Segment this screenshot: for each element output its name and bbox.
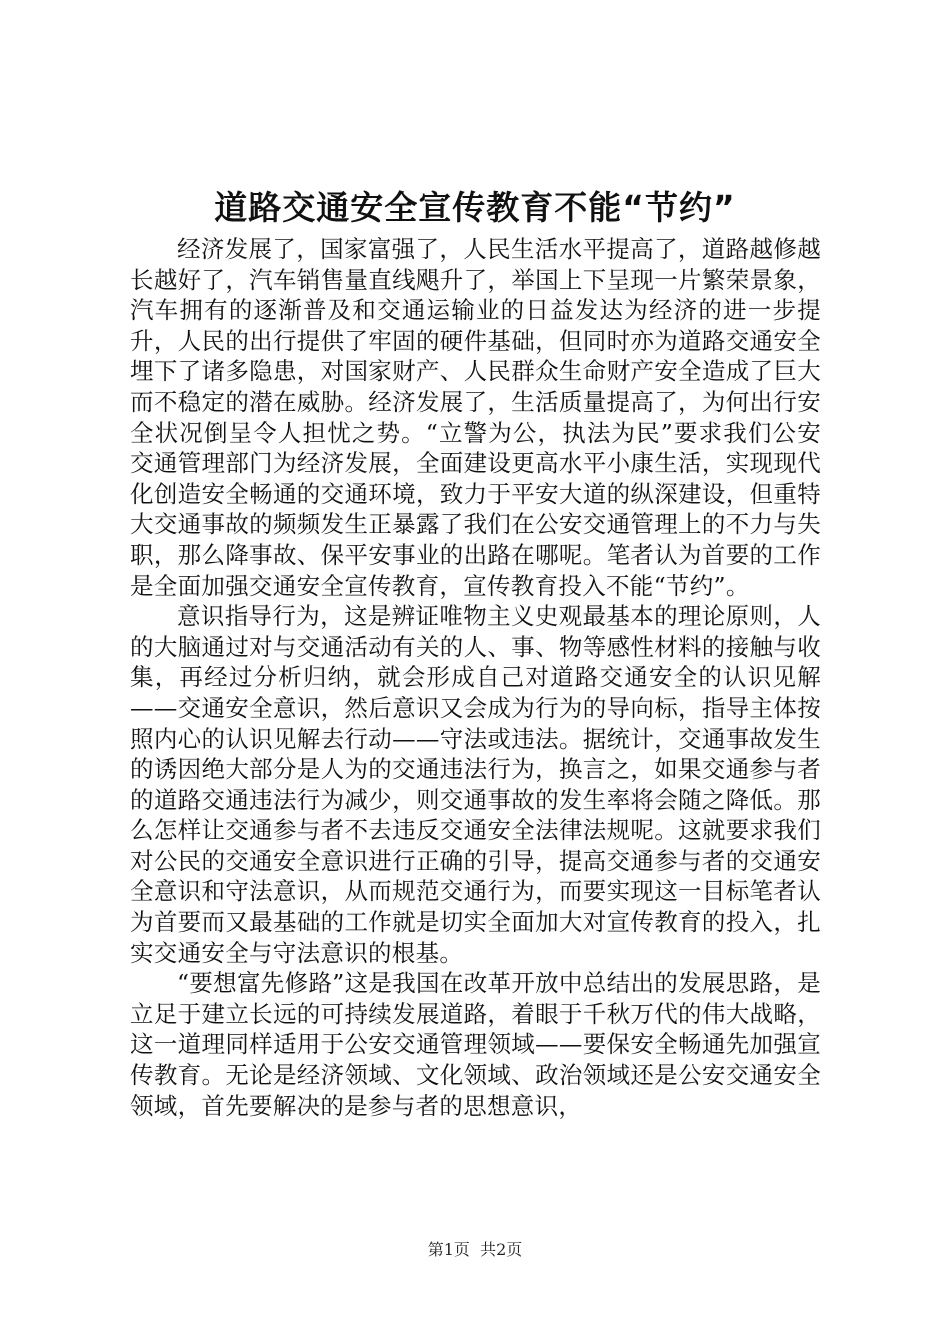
paragraph-3: “要想富先修路”这是我国在改革开放中总结出的发展思路，是立足于建立长远的可持续发展道路，着眼于千秋万代的伟大战略，这一道理同样适用于公安交通管理领域——要保安全畅通先加强宣传教育。无论是经济领域、文化领域、政治领域还是公安交通安全领域，首先要解决的是参与者的思想意识， bbox=[130, 969, 821, 1120]
page-number: 第1页 共2页 bbox=[427, 1240, 523, 1259]
document-body bbox=[130, 234, 821, 1121]
paragraph-1: 经济发展了，国家富强了，人民生活水平提高了，道路越修越长越好了，汽车销售量直线飓升了，举国上下呈现一片繁荣景象，汽车拥有的逐渐普及和交通运输业的日益发达为经济的进一步提升，人民的出行提供了牢固的硬件基础，但同时亦为道路交通安全埋下了诸多隐患，对国家财产、人民群众生命财产安全造成了巨大而不稳定的潜在威胁。经济发展了，生活质量提高了，为何出行安全状况倒呈令人担忧之势。“立警为公，执法为民”要求我们公安交通管理部门为经济发展，全面建设更高水平小康生活，实现现代化创造安全畅通的交通环境，致力于平安大道的纵深建设，但重特大交通事故的频频发生正暴露了我们在公安交通管理上的不力与失职，那么降事故、保平安事业的出路在哪呢。笔者认为首要的工作是全面加强交通安全宣传教育，宣传教育投入不能“节约”。 bbox=[130, 235, 821, 600]
page-footer bbox=[0, 1240, 950, 1260]
paragraph-2: 意识指导行为，这是辨证唯物主义史观最基本的理论原则，人的大脑通过对与交通活动有关的人、事、物等感性材料的接触与收集，再经过分析归纳，就会形成自己对道路交通安全的认识见解——交通安全意识，然后意识又会成为行为的导向标，指导主体按照内心的认识见解去行动——守法或违法。据统计，交通事故发生的诱因绝大部分是人为的交通违法行为，换言之，如果交通参与者的道路交通违法行为减少，则交通事故的发生率将会随之降低。那么怎样让交通参与者不去违反交通安全法律法规呢。这就要求我们对公民的交通安全意识进行正确的引导，提高交通参与者的交通安全意识和守法意识，从而规范交通行为，而要实现这一目标笔者认为首要而又最基础的工作就是切实全面加大对宣传教育的投入，扎实交通安全与守法意识的根基。 bbox=[130, 602, 821, 967]
document-title: 道路交通安全宣传教育不能“节约” bbox=[214, 188, 736, 227]
